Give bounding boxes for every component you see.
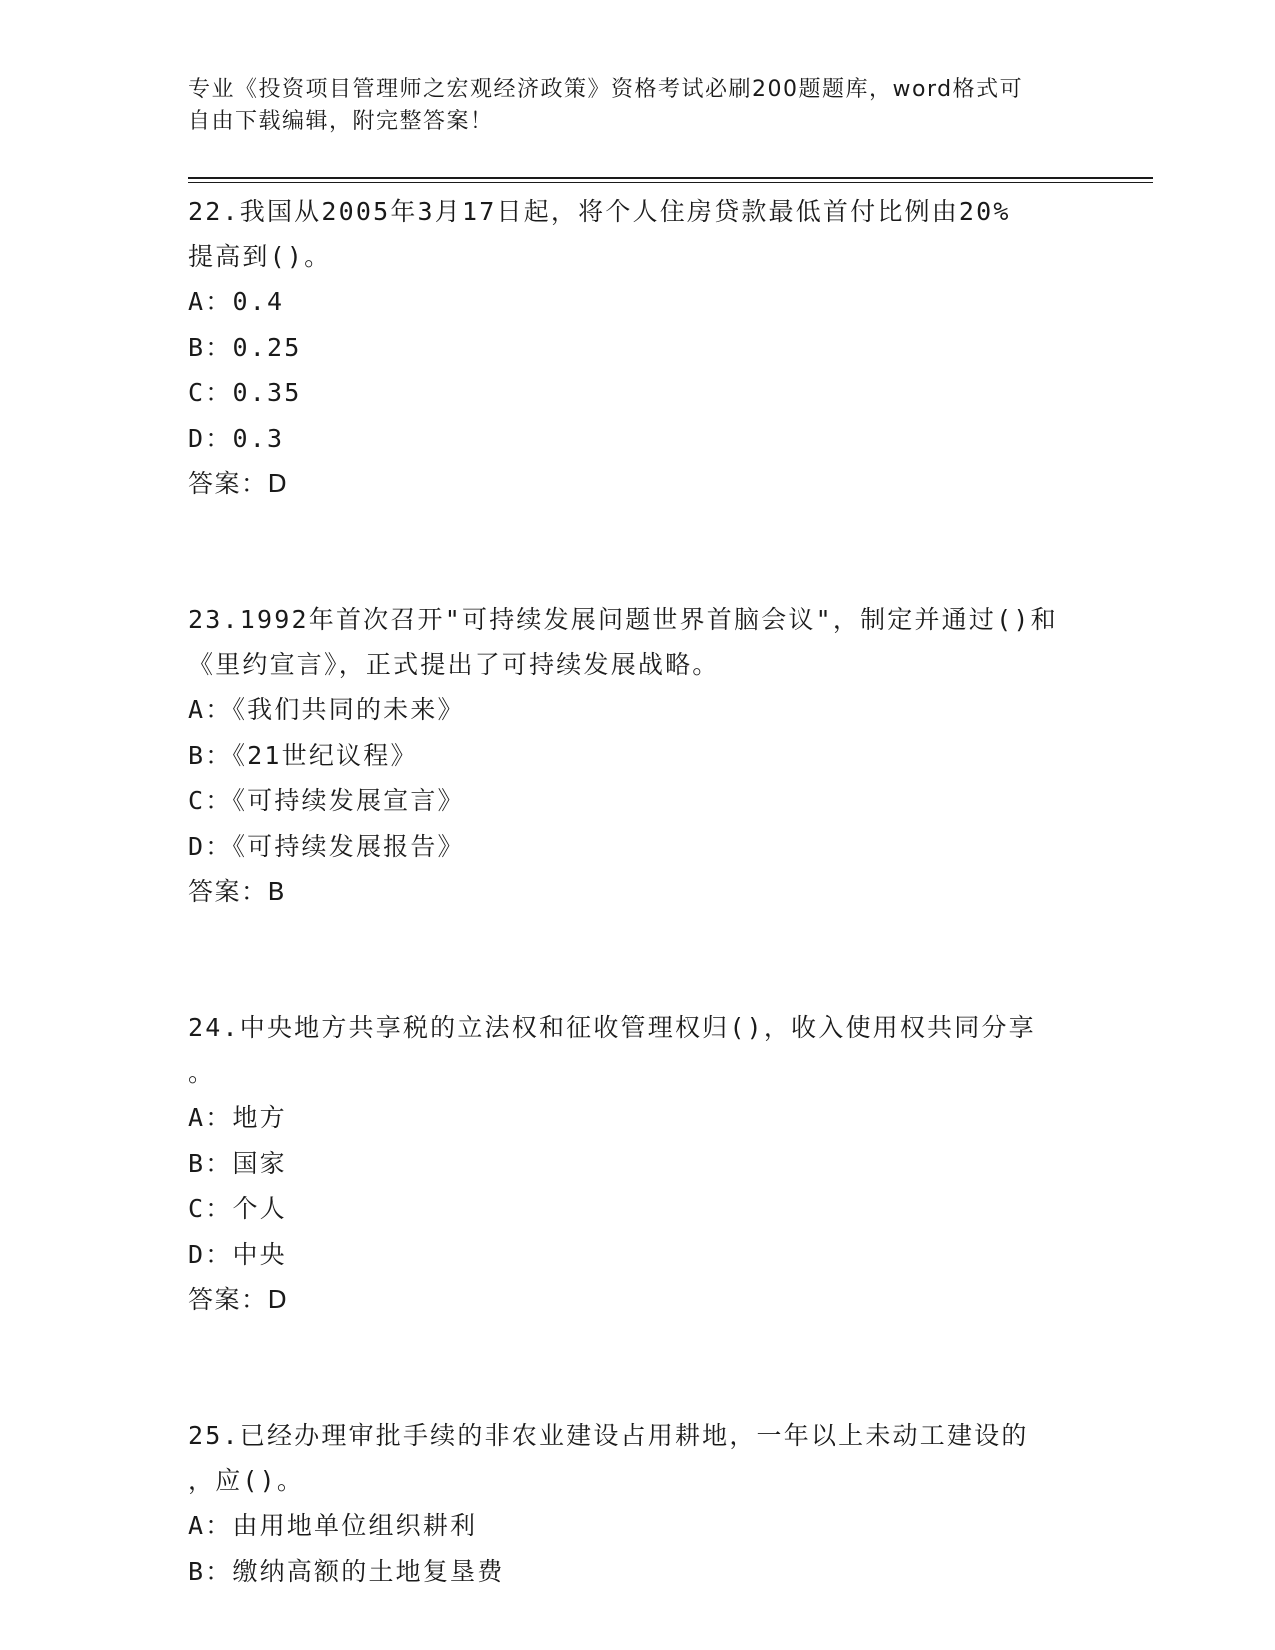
option-d: D：《可持续发展报告》 [188,831,465,861]
header-rule-thick [188,177,1153,179]
document-header [188,74,1088,138]
option-d: D：中央 [188,1239,287,1269]
header-line-1: 专业《投资项目管理师之宏观经济政策》资格考试必刷200题题库，word格式可 [188,77,1024,102]
question-list [188,189,1088,1594]
question-25 [188,1413,1088,1594]
answer-line: 答案：D [188,1285,289,1314]
option-c: C：个人 [188,1194,287,1223]
question-stem-line-1: 24.中央地方共享税的立法权和征收管理权归()，收入使用权共同分享 [188,1013,1036,1042]
question-stem-line-1: 23.1992年首次召开"可持续发展问题世界首脑会议"，制定并通过()和 [188,605,1058,634]
header-line-2: 自由下载编辑，附完整答案！ [188,109,494,134]
option-a: A：由用地单位组织耕利 [188,1511,478,1540]
question-stem-line-2: 。 [188,1058,216,1087]
question-spacer [188,506,1088,597]
question-spacer [188,1322,1088,1413]
header-rule-thin [188,182,1153,183]
answer-line: 答案：B [188,877,287,906]
option-c: C：0.35 [188,378,302,407]
question-stem-line-2: ，应()。 [188,1466,305,1495]
option-a: A：《我们共同的未来》 [188,695,465,724]
question-22 [188,189,1088,506]
option-b: B：缴纳高额的土地复垦费 [188,1556,505,1586]
question-spacer [188,914,1088,1005]
question-23 [188,597,1088,914]
option-b: B：0.25 [188,332,302,362]
question-stem-line-2: 提高到()。 [188,242,332,271]
option-a: A：0.4 [188,287,285,316]
answer-line: 答案：D [188,469,289,498]
option-a: A：地方 [188,1103,287,1132]
option-b: B：《21世纪议程》 [188,740,418,770]
option-b: B：国家 [188,1148,287,1178]
question-stem-line-1: 25.已经办理审批手续的非农业建设占用耕地，一年以上未动工建设的 [188,1421,1029,1450]
option-c: C：《可持续发展宣言》 [188,786,465,815]
question-24 [188,1005,1088,1322]
option-d: D：0.3 [188,423,285,453]
question-stem-line-1: 22.我国从2005年3月17日起，将个人住房贷款最低首付比例由20% [188,197,1011,226]
question-stem-line-2: 《里约宣言》，正式提出了可持续发展战略。 [188,650,720,679]
